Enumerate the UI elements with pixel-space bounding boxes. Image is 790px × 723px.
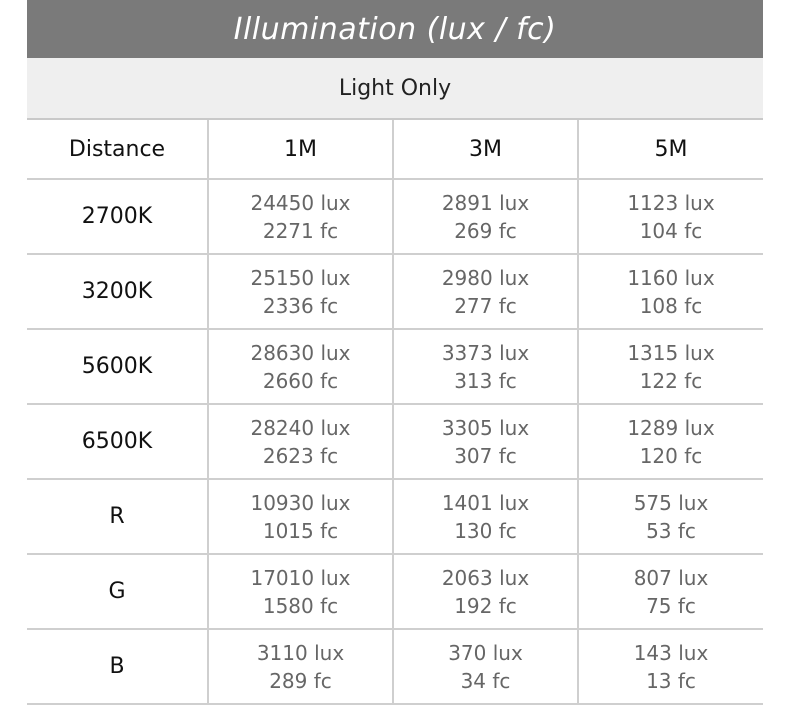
table-cell	[208, 254, 393, 329]
lux-value: 3305 lux	[441, 415, 530, 440]
lux-value: 1401 lux	[441, 490, 530, 515]
lux-value: 3110 lux	[256, 640, 345, 665]
lux-value: 1160 lux	[627, 265, 715, 290]
table-cell	[393, 254, 578, 329]
lux-value: 2980 lux	[441, 265, 530, 290]
table-cell	[578, 554, 763, 629]
row-label: 3200K	[27, 254, 208, 329]
table-cell	[578, 404, 763, 479]
fc-value: 130 fc	[454, 518, 517, 543]
table-cell	[578, 329, 763, 404]
table-row	[27, 329, 763, 404]
lux-value: 1315 lux	[627, 340, 715, 365]
row-label: 2700K	[27, 179, 208, 254]
table-cell	[393, 629, 578, 704]
table-cell	[578, 629, 763, 704]
lux-value: 10930 lux	[250, 490, 351, 515]
row-label: G	[27, 554, 208, 629]
header-1m: 1M	[208, 120, 393, 179]
table-cell	[393, 404, 578, 479]
table-cell	[393, 329, 578, 404]
table-subtitle: Light Only	[27, 58, 763, 120]
fc-value: 269 fc	[454, 218, 517, 243]
header-5m: 5M	[578, 120, 763, 179]
fc-value: 53 fc	[646, 518, 696, 543]
fc-value: 2336 fc	[262, 293, 339, 318]
lux-value: 807 lux	[633, 565, 709, 590]
fc-value: 313 fc	[454, 368, 517, 393]
fc-value: 192 fc	[454, 593, 517, 618]
table-title: Illumination (lux / fc)	[27, 0, 763, 58]
fc-value: 2623 fc	[262, 443, 339, 468]
table-cell	[208, 179, 393, 254]
row-label: 5600K	[27, 329, 208, 404]
lux-value: 17010 lux	[250, 565, 351, 590]
lux-value: 25150 lux	[250, 265, 351, 290]
table-cell	[208, 479, 393, 554]
fc-value: 120 fc	[639, 443, 703, 468]
fc-value: 1015 fc	[262, 518, 339, 543]
lux-value: 28630 lux	[250, 340, 351, 365]
fc-value: 75 fc	[646, 593, 696, 618]
table-row	[27, 254, 763, 329]
table-row	[27, 404, 763, 479]
data-table	[27, 120, 763, 705]
table-cell	[208, 404, 393, 479]
fc-value: 122 fc	[639, 368, 703, 393]
row-label: B	[27, 629, 208, 704]
lux-value: 3373 lux	[441, 340, 530, 365]
header-row	[27, 120, 763, 179]
fc-value: 13 fc	[646, 668, 696, 693]
table-cell	[208, 629, 393, 704]
row-label: R	[27, 479, 208, 554]
table-cell	[393, 479, 578, 554]
lux-value: 28240 lux	[250, 415, 351, 440]
table-cell	[208, 554, 393, 629]
illumination-table	[27, 0, 763, 705]
fc-value: 277 fc	[454, 293, 517, 318]
fc-value: 34 fc	[460, 668, 511, 693]
fc-value: 1580 fc	[262, 593, 339, 618]
table-row	[27, 479, 763, 554]
lux-value: 2063 lux	[441, 565, 530, 590]
fc-value: 108 fc	[639, 293, 703, 318]
header-3m: 3M	[393, 120, 578, 179]
table-row	[27, 629, 763, 704]
table-cell	[208, 329, 393, 404]
table-row	[27, 554, 763, 629]
lux-value: 1123 lux	[627, 190, 715, 215]
lux-value: 2891 lux	[441, 190, 530, 215]
table-cell	[393, 554, 578, 629]
fc-value: 307 fc	[454, 443, 517, 468]
table-cell	[393, 179, 578, 254]
table-cell	[578, 254, 763, 329]
fc-value: 289 fc	[269, 668, 332, 693]
fc-value: 104 fc	[639, 218, 703, 243]
lux-value: 24450 lux	[250, 190, 351, 215]
table-cell	[578, 179, 763, 254]
row-label: 6500K	[27, 404, 208, 479]
fc-value: 2660 fc	[262, 368, 339, 393]
table-row	[27, 179, 763, 254]
header-distance: Distance	[27, 120, 208, 179]
lux-value: 143 lux	[633, 640, 709, 665]
lux-value: 370 lux	[448, 640, 523, 665]
fc-value: 2271 fc	[262, 218, 339, 243]
lux-value: 1289 lux	[627, 415, 715, 440]
table-cell	[578, 479, 763, 554]
lux-value: 575 lux	[633, 490, 709, 515]
